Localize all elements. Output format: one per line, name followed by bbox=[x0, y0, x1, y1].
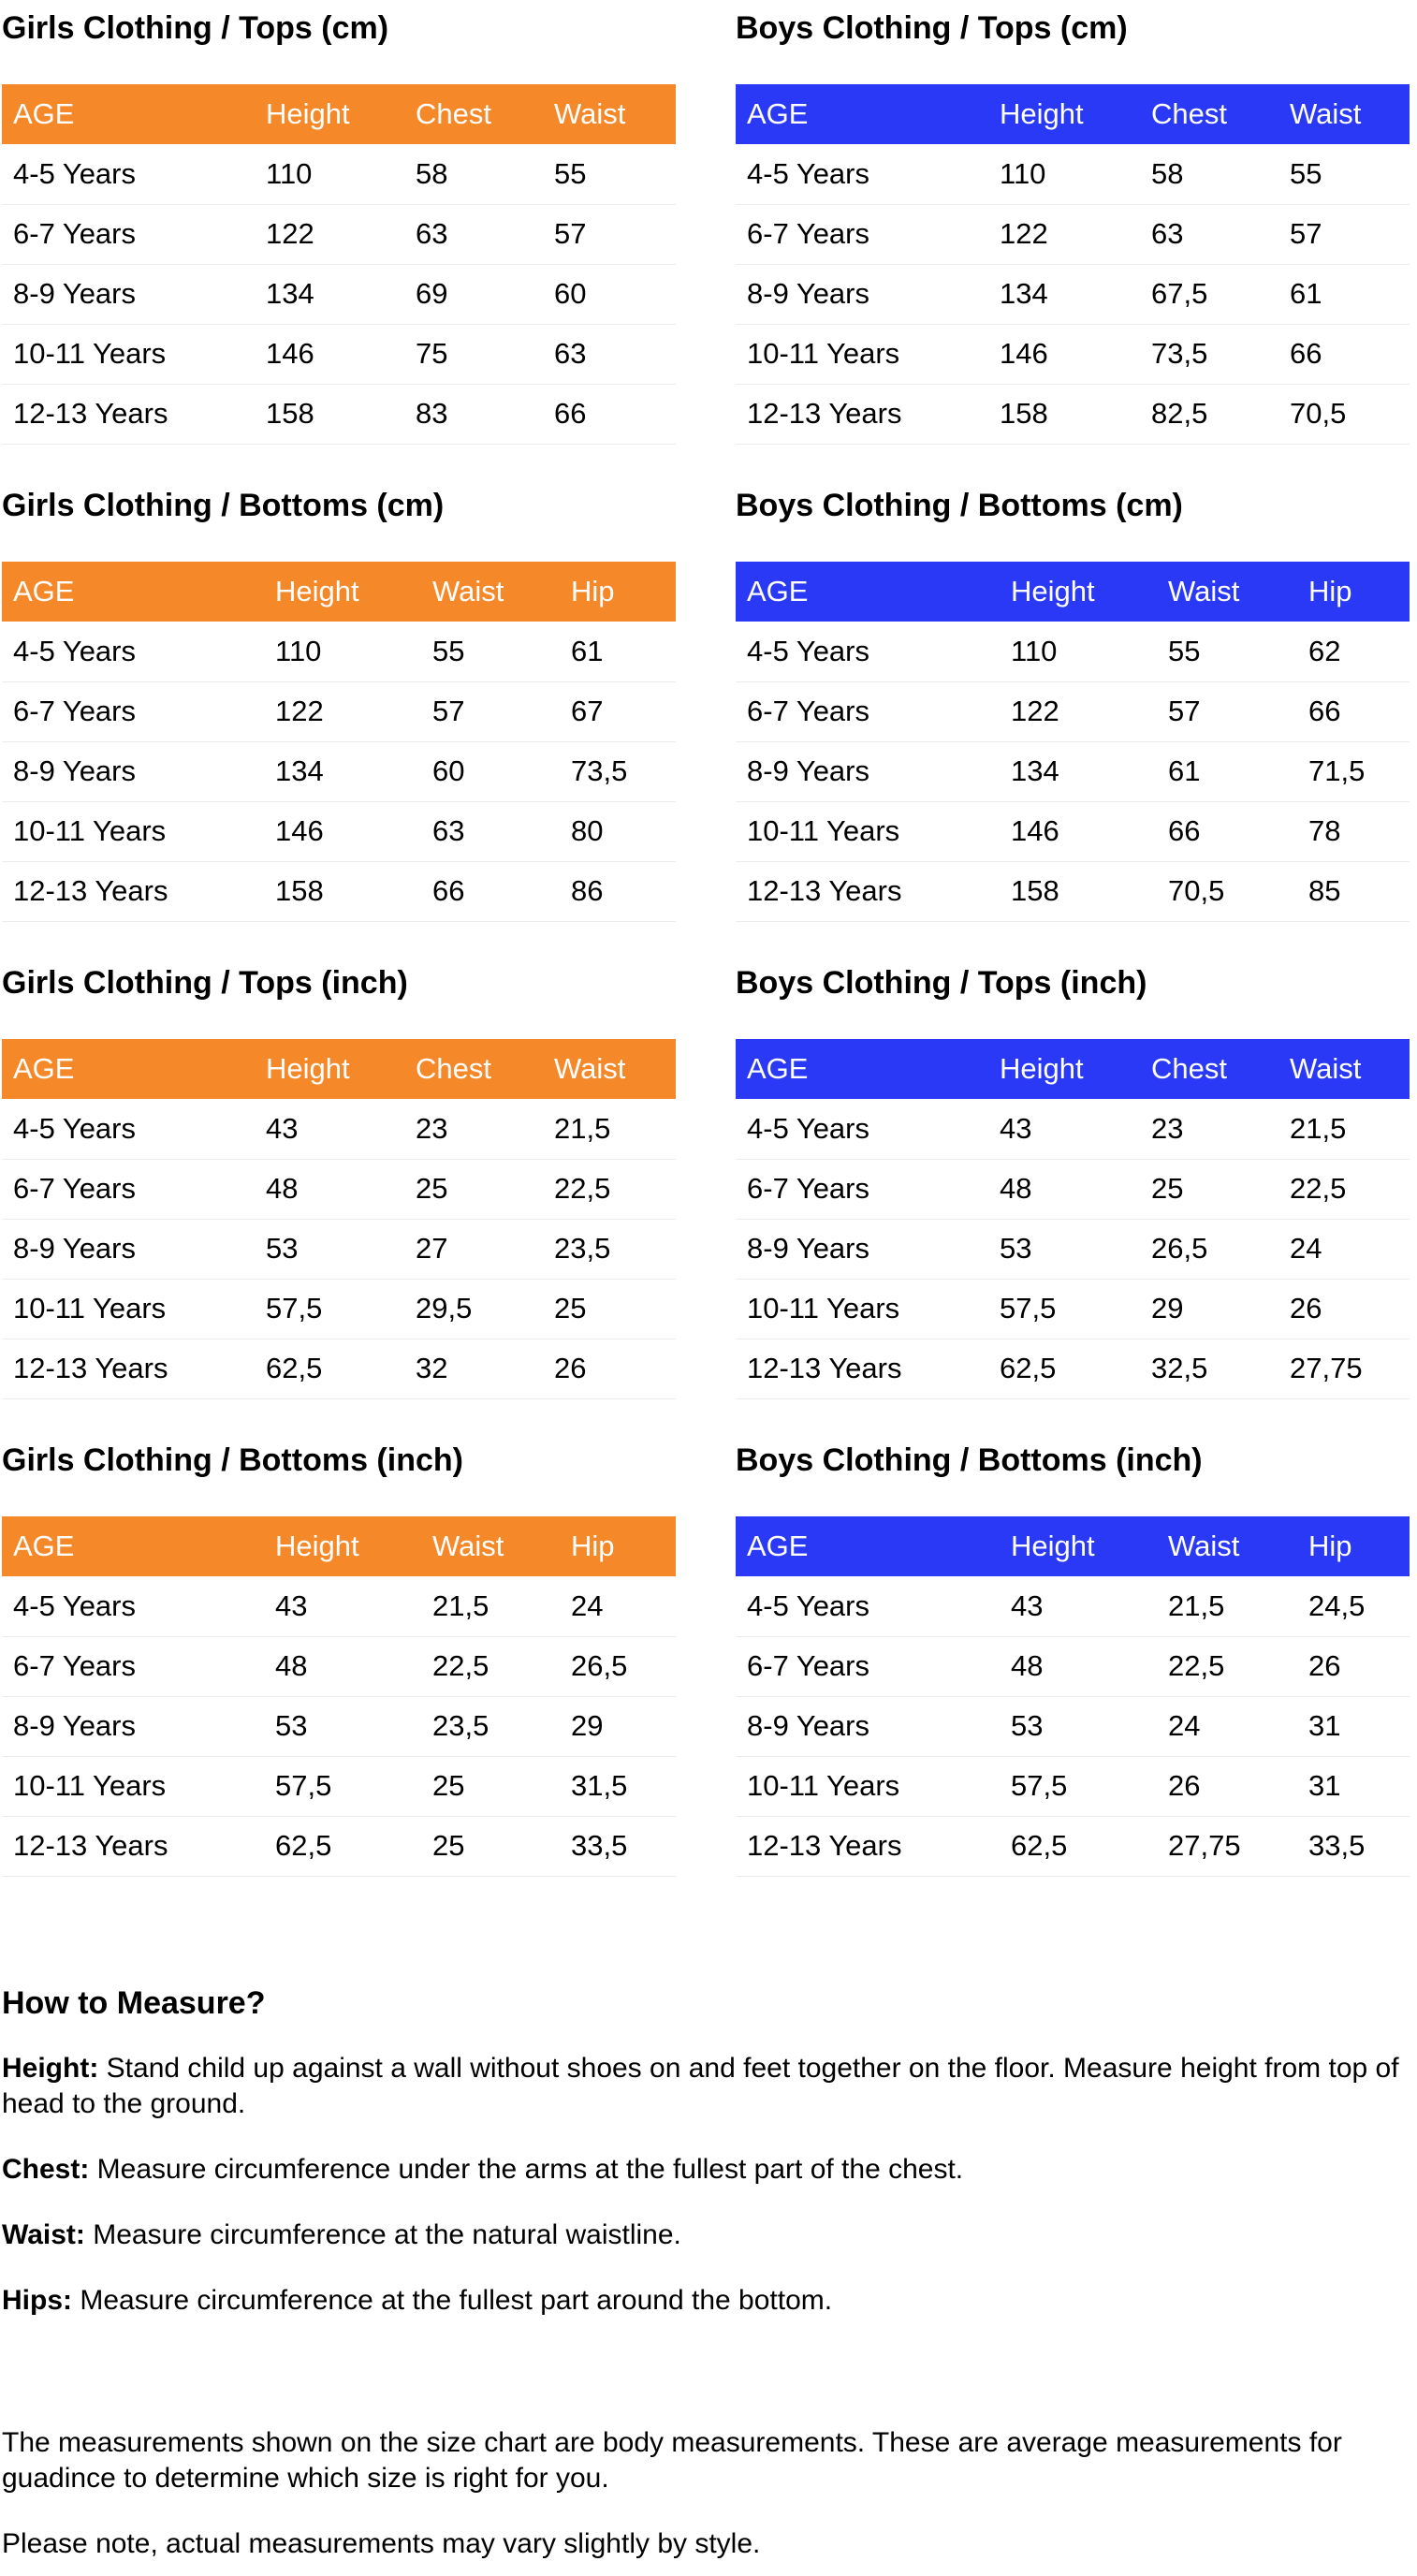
cell-height: 48 bbox=[988, 1159, 1140, 1219]
cell-age: 10-11 Years bbox=[2, 1756, 264, 1816]
measure-label: Chest: bbox=[2, 2154, 90, 2185]
cell-waist: 24 bbox=[1157, 1696, 1297, 1756]
cell-age: 8-9 Years bbox=[2, 1219, 255, 1279]
cell-waist: 22,5 bbox=[543, 1159, 676, 1219]
table-row bbox=[2, 384, 676, 444]
cell-height: 134 bbox=[988, 264, 1140, 324]
cell-hip: 85 bbox=[1297, 861, 1410, 921]
table-row bbox=[2, 1099, 676, 1159]
table-row bbox=[2, 1636, 676, 1696]
cell-hip: 33,5 bbox=[560, 1816, 676, 1876]
section-title: Boys Clothing / Tops (cm) bbox=[736, 10, 1128, 46]
header-waist: Waist bbox=[554, 97, 626, 130]
cell-age: 8-9 Years bbox=[2, 1696, 264, 1756]
table-row bbox=[2, 324, 676, 384]
boys-tops-cm-section bbox=[736, 0, 1410, 445]
cell-chest: 63 bbox=[404, 204, 543, 264]
cell-age: 10-11 Years bbox=[2, 1279, 255, 1339]
size-table bbox=[736, 1516, 1410, 1877]
girls-tops-cm-section bbox=[2, 0, 676, 445]
table-row bbox=[736, 1816, 1410, 1876]
cell-height: 62,5 bbox=[264, 1816, 421, 1876]
cell-height: 48 bbox=[264, 1636, 421, 1696]
table-row bbox=[736, 741, 1410, 801]
table-row bbox=[2, 1159, 676, 1219]
cell-waist: 21,5 bbox=[543, 1099, 676, 1159]
cell-height: 110 bbox=[264, 622, 421, 681]
section-title: Girls Clothing / Bottoms (inch) bbox=[2, 1442, 463, 1478]
size-table bbox=[2, 84, 676, 445]
cell-height: 110 bbox=[1000, 622, 1157, 681]
section-title: Boys Clothing / Bottoms (cm) bbox=[736, 488, 1183, 523]
size-table bbox=[736, 1039, 1410, 1399]
cell-chest: 29 bbox=[1140, 1279, 1278, 1339]
cell-waist: 25 bbox=[543, 1279, 676, 1339]
cell-height: 146 bbox=[255, 324, 404, 384]
cell-chest: 73,5 bbox=[1140, 324, 1278, 384]
boys-tops-inch-section bbox=[736, 955, 1410, 1399]
cell-height: 43 bbox=[264, 1576, 421, 1636]
cell-age: 4-5 Years bbox=[2, 622, 264, 681]
header-chest: Chest bbox=[416, 1052, 491, 1085]
cell-height: 53 bbox=[1000, 1696, 1157, 1756]
cell-age: 12-13 Years bbox=[2, 861, 264, 921]
cell-height: 62,5 bbox=[255, 1339, 404, 1398]
header-age: AGE bbox=[747, 575, 809, 607]
table-header-row bbox=[736, 84, 1410, 144]
table-row bbox=[736, 1219, 1410, 1279]
table-row bbox=[2, 741, 676, 801]
header-height: Height bbox=[266, 1052, 350, 1085]
size-table bbox=[2, 1516, 676, 1877]
notes bbox=[2, 2425, 1410, 2562]
cell-waist: 27,75 bbox=[1278, 1339, 1410, 1398]
table-row bbox=[2, 1816, 676, 1876]
table-row bbox=[2, 1219, 676, 1279]
measure-text: Measure circumference under the arms at the fullest part of the chest. bbox=[89, 2154, 964, 2185]
measure-title: How to Measure? bbox=[2, 1985, 266, 2021]
cell-waist: 25 bbox=[421, 1816, 560, 1876]
cell-age: 12-13 Years bbox=[2, 1339, 255, 1398]
measure-label: Hips: bbox=[2, 2285, 72, 2316]
cell-height: 53 bbox=[988, 1219, 1140, 1279]
boys-bottoms-cm-section bbox=[736, 477, 1410, 922]
header-chest: Chest bbox=[1151, 1052, 1227, 1085]
cell-height: 146 bbox=[264, 801, 421, 861]
table-header-row bbox=[736, 1516, 1410, 1576]
cell-age: 10-11 Years bbox=[736, 801, 1000, 861]
cell-height: 134 bbox=[1000, 741, 1157, 801]
cell-waist: 55 bbox=[543, 144, 676, 204]
cell-waist: 70,5 bbox=[1278, 384, 1410, 444]
table-row bbox=[736, 1576, 1410, 1636]
cell-waist: 66 bbox=[1278, 324, 1410, 384]
cell-age: 6-7 Years bbox=[736, 1159, 988, 1219]
header-waist: Waist bbox=[1168, 1530, 1240, 1562]
cell-age: 8-9 Years bbox=[2, 741, 264, 801]
measure-text: Measure circumference at the natural waistline. bbox=[84, 2219, 681, 2250]
cell-height: 146 bbox=[1000, 801, 1157, 861]
measure-chest bbox=[2, 2152, 1410, 2188]
table-row bbox=[736, 1756, 1410, 1816]
cell-hip: 78 bbox=[1297, 801, 1410, 861]
table-row bbox=[736, 1279, 1410, 1339]
cell-height: 122 bbox=[988, 204, 1140, 264]
cell-waist: 61 bbox=[1278, 264, 1410, 324]
cell-age: 12-13 Years bbox=[2, 384, 255, 444]
cell-waist: 57 bbox=[1157, 681, 1297, 741]
cell-age: 4-5 Years bbox=[2, 1099, 255, 1159]
cell-age: 6-7 Years bbox=[736, 1636, 1000, 1696]
measure-hips bbox=[2, 2283, 1410, 2319]
cell-height: 57,5 bbox=[988, 1279, 1140, 1339]
cell-waist: 22,5 bbox=[1278, 1159, 1410, 1219]
cell-chest: 58 bbox=[404, 144, 543, 204]
header-age: AGE bbox=[13, 1052, 75, 1085]
cell-height: 57,5 bbox=[255, 1279, 404, 1339]
cell-waist: 27,75 bbox=[1157, 1816, 1297, 1876]
cell-height: 43 bbox=[1000, 1576, 1157, 1636]
cell-waist: 55 bbox=[1157, 622, 1297, 681]
table-row bbox=[736, 622, 1410, 681]
header-waist: Waist bbox=[432, 1530, 504, 1562]
cell-age: 12-13 Years bbox=[2, 1816, 264, 1876]
cell-age: 10-11 Years bbox=[736, 1756, 1000, 1816]
cell-chest: 63 bbox=[1140, 204, 1278, 264]
cell-waist: 23,5 bbox=[543, 1219, 676, 1279]
header-waist: Waist bbox=[1290, 1052, 1362, 1085]
cell-age: 6-7 Years bbox=[2, 1636, 264, 1696]
cell-age: 8-9 Years bbox=[736, 1219, 988, 1279]
cell-chest: 32 bbox=[404, 1339, 543, 1398]
cell-chest: 32,5 bbox=[1140, 1339, 1278, 1398]
header-age: AGE bbox=[747, 1530, 809, 1562]
notes-body: The measurements shown on the size chart are body measurements. These are average measurements for guadince to determine which size is right for you. bbox=[2, 2427, 1342, 2494]
measure-text: Stand child up against a wall without shoes on and feet together on the floor. Measure height from top of head to the ground. bbox=[2, 2053, 1399, 2119]
size-table bbox=[2, 562, 676, 922]
cell-waist: 63 bbox=[543, 324, 676, 384]
cell-waist: 26 bbox=[1278, 1279, 1410, 1339]
cell-height: 146 bbox=[988, 324, 1140, 384]
cell-chest: 23 bbox=[404, 1099, 543, 1159]
cell-hip: 33,5 bbox=[1297, 1816, 1410, 1876]
cell-chest: 83 bbox=[404, 384, 543, 444]
cell-age: 6-7 Years bbox=[2, 204, 255, 264]
cell-chest: 67,5 bbox=[1140, 264, 1278, 324]
table-row bbox=[736, 324, 1410, 384]
table-row bbox=[2, 204, 676, 264]
table-row bbox=[736, 384, 1410, 444]
cell-chest: 25 bbox=[404, 1159, 543, 1219]
cell-age: 4-5 Years bbox=[736, 622, 1000, 681]
cell-age: 10-11 Years bbox=[2, 801, 264, 861]
cell-height: 62,5 bbox=[1000, 1816, 1157, 1876]
cell-waist: 21,5 bbox=[1157, 1576, 1297, 1636]
cell-age: 12-13 Years bbox=[736, 1816, 1000, 1876]
cell-chest: 82,5 bbox=[1140, 384, 1278, 444]
section-title: Boys Clothing / Bottoms (inch) bbox=[736, 1442, 1203, 1478]
header-height: Height bbox=[275, 575, 359, 607]
cell-height: 110 bbox=[255, 144, 404, 204]
cell-chest: 25 bbox=[1140, 1159, 1278, 1219]
cell-hip: 73,5 bbox=[560, 741, 676, 801]
cell-chest: 58 bbox=[1140, 144, 1278, 204]
table-row bbox=[736, 801, 1410, 861]
measure-text: Measure circumference at the fullest part around the bottom. bbox=[72, 2285, 833, 2316]
cell-height: 43 bbox=[255, 1099, 404, 1159]
table-row bbox=[2, 1576, 676, 1636]
boys-bottoms-inch-section bbox=[736, 1432, 1410, 1877]
table-row bbox=[736, 264, 1410, 324]
cell-age: 12-13 Years bbox=[736, 861, 1000, 921]
table-row bbox=[2, 622, 676, 681]
cell-waist: 60 bbox=[421, 741, 560, 801]
cell-waist: 21,5 bbox=[421, 1576, 560, 1636]
table-header-row bbox=[2, 1516, 676, 1576]
header-age: AGE bbox=[13, 97, 75, 130]
cell-age: 10-11 Years bbox=[2, 324, 255, 384]
header-height: Height bbox=[275, 1530, 359, 1562]
cell-chest: 23 bbox=[1140, 1099, 1278, 1159]
cell-waist: 57 bbox=[1278, 204, 1410, 264]
header-height: Height bbox=[1011, 1530, 1095, 1562]
header-waist: Waist bbox=[432, 575, 504, 607]
header-waist: Waist bbox=[1290, 97, 1362, 130]
cell-age: 8-9 Years bbox=[736, 741, 1000, 801]
cell-waist: 22,5 bbox=[1157, 1636, 1297, 1696]
cell-hip: 66 bbox=[1297, 681, 1410, 741]
header-hip: Hip bbox=[1308, 1530, 1352, 1562]
cell-height: 158 bbox=[255, 384, 404, 444]
cell-waist: 63 bbox=[421, 801, 560, 861]
cell-height: 122 bbox=[264, 681, 421, 741]
header-height: Height bbox=[1000, 97, 1084, 130]
cell-age: 10-11 Years bbox=[736, 324, 988, 384]
size-table bbox=[2, 1039, 676, 1399]
table-row bbox=[736, 144, 1410, 204]
header-hip: Hip bbox=[571, 1530, 615, 1562]
header-waist: Waist bbox=[1168, 575, 1240, 607]
table-row bbox=[736, 1636, 1410, 1696]
table-row bbox=[2, 801, 676, 861]
how-to-measure bbox=[2, 1980, 1410, 2319]
table-row bbox=[736, 1099, 1410, 1159]
table-row bbox=[2, 1696, 676, 1756]
cell-age: 4-5 Years bbox=[736, 1576, 1000, 1636]
cell-age: 4-5 Years bbox=[736, 1099, 988, 1159]
cell-height: 158 bbox=[264, 861, 421, 921]
cell-waist: 66 bbox=[543, 384, 676, 444]
cell-height: 48 bbox=[255, 1159, 404, 1219]
cell-height: 53 bbox=[264, 1696, 421, 1756]
table-header-row bbox=[2, 562, 676, 622]
table-row bbox=[736, 861, 1410, 921]
measure-waist bbox=[2, 2217, 1410, 2253]
header-age: AGE bbox=[13, 1530, 75, 1562]
cell-waist: 57 bbox=[543, 204, 676, 264]
table-row bbox=[736, 1159, 1410, 1219]
cell-height: 110 bbox=[988, 144, 1140, 204]
table-header-row bbox=[736, 562, 1410, 622]
size-table bbox=[736, 562, 1410, 922]
table-row bbox=[2, 861, 676, 921]
table-row bbox=[2, 681, 676, 741]
cell-waist: 24 bbox=[1278, 1219, 1410, 1279]
table-row bbox=[736, 204, 1410, 264]
cell-chest: 75 bbox=[404, 324, 543, 384]
section-title: Girls Clothing / Tops (inch) bbox=[2, 965, 408, 1001]
cell-chest: 27 bbox=[404, 1219, 543, 1279]
cell-height: 134 bbox=[255, 264, 404, 324]
cell-age: 12-13 Years bbox=[736, 1339, 988, 1398]
notes-disclaimer: Please note, actual measurements may vary slightly by style. bbox=[2, 2528, 761, 2559]
cell-age: 6-7 Years bbox=[736, 204, 988, 264]
cell-waist: 21,5 bbox=[1278, 1099, 1410, 1159]
cell-age: 4-5 Years bbox=[2, 144, 255, 204]
table-row bbox=[736, 681, 1410, 741]
table-row bbox=[2, 264, 676, 324]
cell-height: 57,5 bbox=[264, 1756, 421, 1816]
table-row bbox=[736, 1696, 1410, 1756]
table-row bbox=[2, 1756, 676, 1816]
cell-hip: 26,5 bbox=[560, 1636, 676, 1696]
table-header-row bbox=[2, 1039, 676, 1099]
cell-height: 48 bbox=[1000, 1636, 1157, 1696]
cell-hip: 67 bbox=[560, 681, 676, 741]
cell-height: 57,5 bbox=[1000, 1756, 1157, 1816]
header-height: Height bbox=[266, 97, 350, 130]
cell-waist: 23,5 bbox=[421, 1696, 560, 1756]
section-title: Girls Clothing / Tops (cm) bbox=[2, 10, 389, 46]
measure-label: Height: bbox=[2, 2053, 99, 2084]
cell-height: 62,5 bbox=[988, 1339, 1140, 1398]
header-waist: Waist bbox=[554, 1052, 626, 1085]
cell-height: 134 bbox=[264, 741, 421, 801]
cell-chest: 29,5 bbox=[404, 1279, 543, 1339]
cell-hip: 31 bbox=[1297, 1756, 1410, 1816]
table-row bbox=[2, 144, 676, 204]
cell-hip: 31 bbox=[1297, 1696, 1410, 1756]
cell-hip: 62 bbox=[1297, 622, 1410, 681]
cell-age: 4-5 Years bbox=[736, 144, 988, 204]
cell-waist: 22,5 bbox=[421, 1636, 560, 1696]
cell-chest: 69 bbox=[404, 264, 543, 324]
section-title: Girls Clothing / Bottoms (cm) bbox=[2, 488, 445, 523]
header-chest: Chest bbox=[416, 97, 491, 130]
girls-bottoms-cm-section bbox=[2, 477, 676, 922]
header-hip: Hip bbox=[571, 575, 615, 607]
cell-hip: 26 bbox=[1297, 1636, 1410, 1696]
cell-waist: 60 bbox=[543, 264, 676, 324]
cell-waist: 57 bbox=[421, 681, 560, 741]
cell-age: 8-9 Years bbox=[736, 264, 988, 324]
table-row bbox=[736, 1339, 1410, 1398]
cell-chest: 26,5 bbox=[1140, 1219, 1278, 1279]
cell-waist: 55 bbox=[421, 622, 560, 681]
measure-label: Waist: bbox=[2, 2219, 85, 2250]
cell-hip: 80 bbox=[560, 801, 676, 861]
header-height: Height bbox=[1011, 575, 1095, 607]
cell-hip: 29 bbox=[560, 1696, 676, 1756]
cell-age: 8-9 Years bbox=[736, 1696, 1000, 1756]
header-age: AGE bbox=[747, 1052, 809, 1085]
cell-age: 4-5 Years bbox=[2, 1576, 264, 1636]
cell-hip: 71,5 bbox=[1297, 741, 1410, 801]
cell-age: 12-13 Years bbox=[736, 384, 988, 444]
girls-tops-inch-section bbox=[2, 955, 676, 1399]
cell-waist: 70,5 bbox=[1157, 861, 1297, 921]
size-table bbox=[736, 84, 1410, 445]
cell-age: 6-7 Years bbox=[2, 681, 264, 741]
cell-height: 43 bbox=[988, 1099, 1140, 1159]
cell-hip: 24 bbox=[560, 1576, 676, 1636]
cell-age: 10-11 Years bbox=[736, 1279, 988, 1339]
cell-height: 122 bbox=[1000, 681, 1157, 741]
section-title: Boys Clothing / Tops (inch) bbox=[736, 965, 1147, 1001]
cell-age: 6-7 Years bbox=[736, 681, 1000, 741]
measure-height bbox=[2, 2051, 1410, 2122]
cell-age: 8-9 Years bbox=[2, 264, 255, 324]
cell-age: 6-7 Years bbox=[2, 1159, 255, 1219]
header-age: AGE bbox=[747, 97, 809, 130]
header-chest: Chest bbox=[1151, 97, 1227, 130]
girls-bottoms-inch-section bbox=[2, 1432, 676, 1877]
cell-height: 158 bbox=[988, 384, 1140, 444]
cell-height: 122 bbox=[255, 204, 404, 264]
cell-waist: 26 bbox=[543, 1339, 676, 1398]
cell-waist: 66 bbox=[421, 861, 560, 921]
cell-hip: 31,5 bbox=[560, 1756, 676, 1816]
table-row bbox=[2, 1339, 676, 1398]
cell-hip: 24,5 bbox=[1297, 1576, 1410, 1636]
cell-waist: 61 bbox=[1157, 741, 1297, 801]
header-hip: Hip bbox=[1308, 575, 1352, 607]
cell-hip: 61 bbox=[560, 622, 676, 681]
cell-height: 158 bbox=[1000, 861, 1157, 921]
cell-waist: 66 bbox=[1157, 801, 1297, 861]
table-header-row bbox=[736, 1039, 1410, 1099]
cell-hip: 86 bbox=[560, 861, 676, 921]
table-row bbox=[2, 1279, 676, 1339]
cell-height: 53 bbox=[255, 1219, 404, 1279]
header-age: AGE bbox=[13, 575, 75, 607]
cell-waist: 55 bbox=[1278, 144, 1410, 204]
cell-waist: 26 bbox=[1157, 1756, 1297, 1816]
cell-waist: 25 bbox=[421, 1756, 560, 1816]
header-height: Height bbox=[1000, 1052, 1084, 1085]
table-header-row bbox=[2, 84, 676, 144]
